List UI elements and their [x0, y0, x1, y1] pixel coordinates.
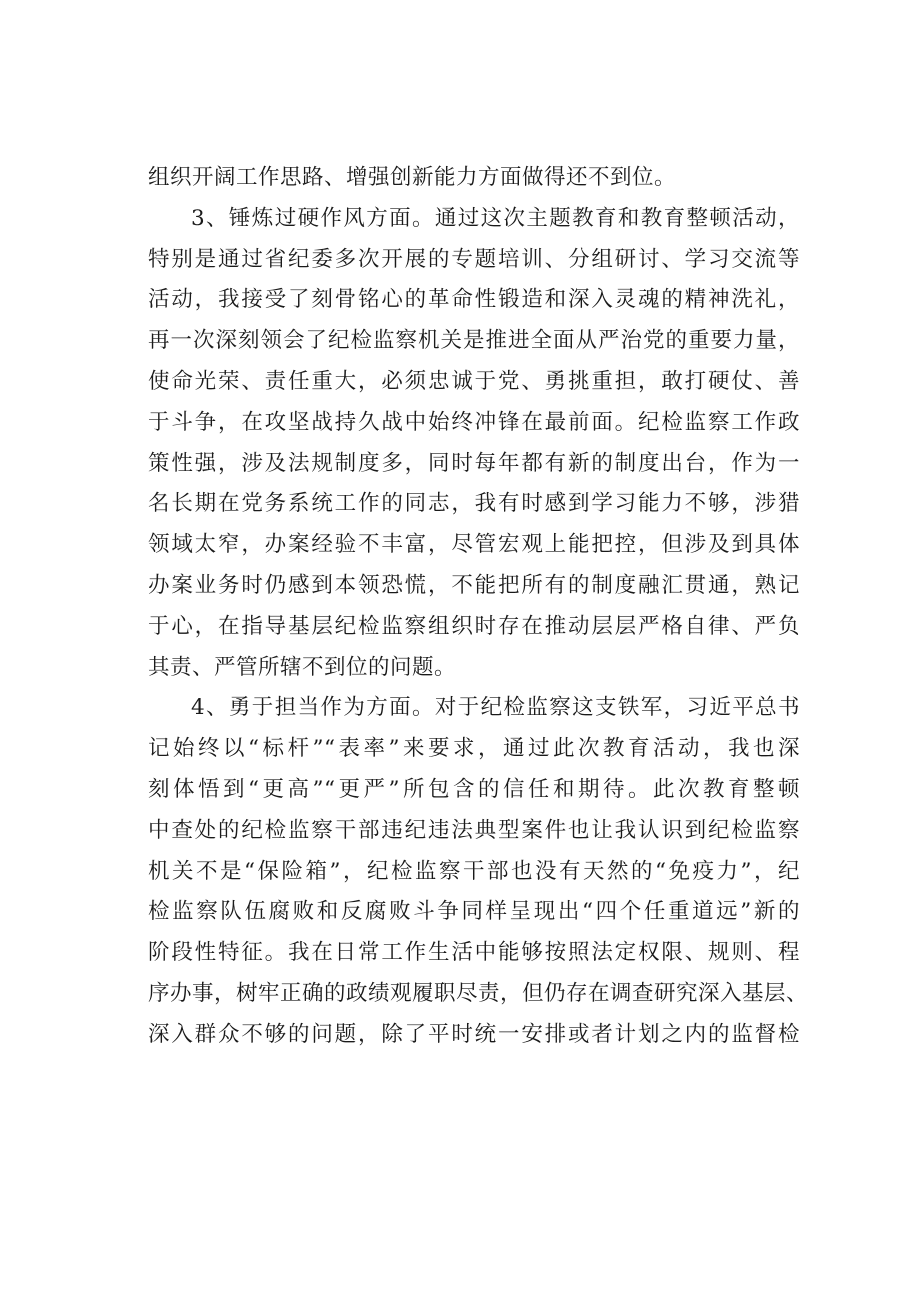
text-line: 活动，我接受了刻骨铭心的革命性锻造和深入灵魂的精神洗礼， [148, 287, 800, 313]
text-line: 中查处的纪检监察干部违纪违法典型案件也让我认识到纪检监察 [148, 817, 800, 843]
text-line: 特别是通过省纪委多次开展的专题培训、分组研讨、学习交流等 [148, 246, 800, 272]
text-line: 记始终以“标杆”“表率”来要求，通过此次教育活动，我也深 [148, 736, 800, 762]
text-line: 于斗争，在攻坚战持久战中始终冲锋在最前面。纪检监察工作政 [148, 409, 800, 435]
text-line: 名长期在党务系统工作的同志，我有时感到学习能力不够，涉猎 [148, 491, 800, 517]
text-line: 机关不是“保险箱”，纪检监察干部也没有天然的“免疫力”，纪 [148, 858, 800, 884]
document-body [148, 158, 809, 1056]
text-line: 领域太窄，办案经验不丰富，尽管宏观上能把控，但涉及到具体 [148, 532, 800, 558]
text-line: 其责、严管所辖不到位的问题。 [148, 654, 457, 680]
text-line: 3、锤炼过硬作风方面。通过这次主题教育和教育整顿活动， [191, 205, 800, 231]
text-line: 组织开阔工作思路、增强创新能力方面做得还不到位。 [148, 165, 677, 190]
text-line: 检监察队伍腐败和反腐败斗争同样呈现出“四个任重道远”新的 [148, 899, 800, 925]
text-line: 阶段性特征。我在日常工作生活中能够按照法定权限、规则、程 [148, 940, 800, 966]
text-line: 4、勇于担当作为方面。对于纪检监察这支铁军，习近平总书 [191, 695, 800, 721]
paragraph [148, 688, 809, 1055]
text-line: 序办事，树牢正确的政绩观履职尽责，但仍存在调查研究深入基层、 [148, 980, 809, 1006]
text-line: 策性强，涉及法规制度多，同时每年都有新的制度出台，作为一 [148, 450, 800, 476]
text-line: 刻体悟到“更高”“更严”所包含的信任和期待。此次教育整顿 [148, 776, 800, 802]
paragraph [148, 158, 800, 199]
text-line: 使命光荣、责任重大，必须忠诚于党、勇挑重担，敢打硬仗、善 [148, 368, 800, 394]
paragraph [148, 199, 800, 689]
text-line: 办案业务时仍感到本领恐慌，不能把所有的制度融汇贯通，熟记 [148, 572, 800, 598]
text-line: 深入群众不够的问题，除了平时统一安排或者计划之内的监督检 [148, 1021, 800, 1047]
text-line: 于心，在指导基层纪检监察组织时存在推动层层严格自律、严负 [148, 613, 800, 639]
text-line: 再一次深刻领会了纪检监察机关是推进全面从严治党的重要力量， [148, 328, 800, 354]
